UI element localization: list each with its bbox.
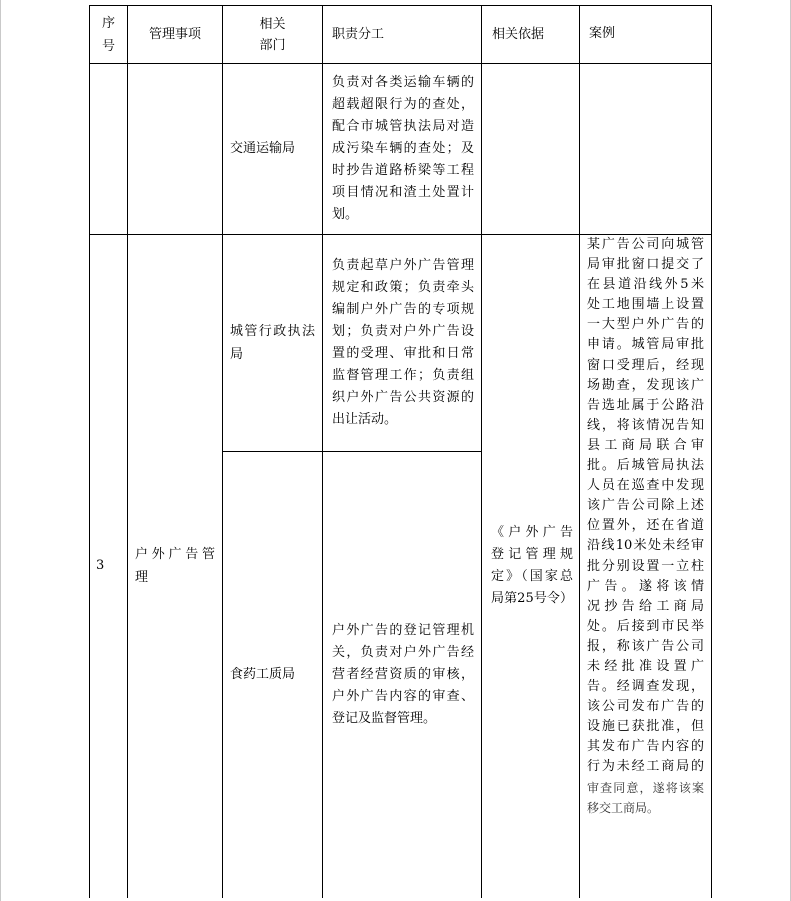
case-line: 人员在巡查中发现 [587, 478, 704, 494]
duty-line: 划；负责对户外广告设 [332, 324, 474, 339]
case-line: 告选址属于公路沿 [587, 397, 704, 413]
header-seq-line: 序 [101, 15, 115, 31]
item-line: 理 [135, 570, 149, 586]
case-line: 其发布广告内容的 [587, 739, 704, 755]
case-line: 行为未经工商局的 [587, 759, 704, 775]
dept-cell [223, 235, 323, 452]
dept-name: 交通运输局 [230, 141, 296, 156]
duty-line: 成污染车辆的查处；及 [332, 141, 474, 156]
header-seq-cell [90, 6, 128, 64]
responsibility-table [89, 5, 712, 898]
case-line: 处。后接到市民举 [587, 618, 704, 634]
duty-line: 项目情况和渣土处置计 [332, 185, 474, 200]
duty-line: 置的受理、审批和日常 [332, 346, 474, 361]
case-line: 申请。城管局审批 [587, 337, 704, 353]
basis-cell [482, 235, 580, 898]
duty-line: 织户外广告公共资源的 [332, 390, 474, 405]
duty-line: 编制户外广告的专项规 [332, 302, 474, 317]
case-line: 某广告公司向城管 [587, 237, 704, 252]
header-basis-cell [482, 6, 580, 64]
header-seq-line: 号 [101, 38, 115, 54]
dept-cell [223, 64, 323, 235]
case-line: 移交工商局。 [587, 800, 660, 815]
case-line: 报，称该广告公司 [587, 638, 704, 654]
duty-cell [323, 452, 482, 898]
header-basis-label: 相关依据 [492, 26, 545, 42]
case-line: 一大型户外广告的 [587, 317, 704, 333]
duty-cell [323, 235, 482, 452]
dept-name: 食药工质局 [230, 666, 296, 682]
case-line: 县工商局联合审 [587, 437, 704, 453]
item-cell [128, 64, 223, 235]
duty-line: 户外广告的登记管理机 [332, 622, 474, 638]
duty-line: 规定和政策；负责牵头 [332, 280, 474, 295]
dept-name: 局 [230, 347, 244, 362]
case-line: 局审批窗口提交了 [587, 257, 704, 273]
basis-line: 局第25号令） [491, 591, 573, 607]
case-line: 况抄告给工商局 [587, 598, 704, 614]
header-item-label: 管理事项 [148, 27, 201, 42]
case-line: 告。经调查发现， [587, 679, 704, 695]
case-cell [580, 235, 712, 898]
case-line: 广告。遂将该情 [587, 578, 704, 594]
duty-line: 时抄告道路桥梁等工程 [332, 163, 474, 178]
header-duty-cell [323, 6, 482, 64]
case-cell [580, 64, 712, 235]
case-line: 批分别设置一立柱 [587, 558, 704, 574]
table-row [90, 64, 712, 235]
basis-line: 定》（国家总 [491, 569, 573, 585]
header-case-label: 案例 [589, 26, 616, 42]
header-row [90, 6, 712, 64]
duty-line: 关，负责对户外广告经 [332, 644, 474, 660]
case-line: 沿线10米处未经审 [587, 538, 704, 554]
duty-line: 户外广告内容的审查、 [332, 688, 474, 704]
duty-line: 划。 [332, 207, 359, 222]
case-line: 审查同意，遂将该案 [587, 780, 704, 795]
duty-line: 监督管理工作；负责组 [332, 368, 474, 383]
seq-cell [90, 235, 128, 898]
duty-line: 出让活动。 [332, 412, 398, 427]
header-duty-label: 职责分工 [332, 26, 385, 42]
basis-cell [482, 64, 580, 235]
table-row [90, 235, 712, 452]
duty-line: 配合市城管执法局对造 [332, 119, 474, 134]
basis-line: 《户外广告 [491, 525, 573, 541]
case-line: 位置外，还在省道 [587, 518, 704, 534]
duty-line: 负责对各类运输车辆的 [332, 75, 474, 90]
dept-name: 城管行政执法 [230, 324, 315, 339]
basis-line: 登记管理规 [491, 547, 573, 563]
seq-cell [90, 64, 128, 235]
duty-line: 超载超限行为的查处， [332, 97, 474, 112]
seq-number: 3 [96, 558, 105, 574]
header-dept-line: 部门 [259, 37, 286, 53]
case-line: 该公司发布广告的 [587, 699, 704, 715]
case-line: 未经批准设置广 [587, 658, 704, 674]
header-item-cell [128, 6, 223, 64]
header-dept-cell [223, 6, 323, 64]
header-case-cell [580, 6, 712, 64]
header-dept-line: 相关 [259, 16, 286, 32]
item-cell [128, 235, 223, 898]
case-line: 设施已获批准，但 [587, 719, 704, 735]
case-line: 批。后城管局执法 [587, 458, 704, 474]
duty-line: 营者经营资质的审核， [332, 666, 474, 682]
case-line: 窗口受理后，经现 [587, 357, 704, 373]
duty-line: 负责起草户外广告管理 [332, 258, 474, 273]
dept-cell [223, 452, 323, 898]
case-line: 在县道沿线外5米 [587, 277, 704, 293]
case-line: 处工地围墙上设置 [587, 297, 704, 313]
case-line: 该广告公司除上述 [587, 498, 704, 514]
duty-cell [323, 64, 482, 235]
case-line: 线，将该情况告知 [587, 417, 704, 433]
case-line: 场勘查，发现该广 [587, 377, 704, 393]
duty-line: 登记及监督管理。 [332, 710, 437, 726]
item-line: 户外广告管 [135, 547, 215, 563]
